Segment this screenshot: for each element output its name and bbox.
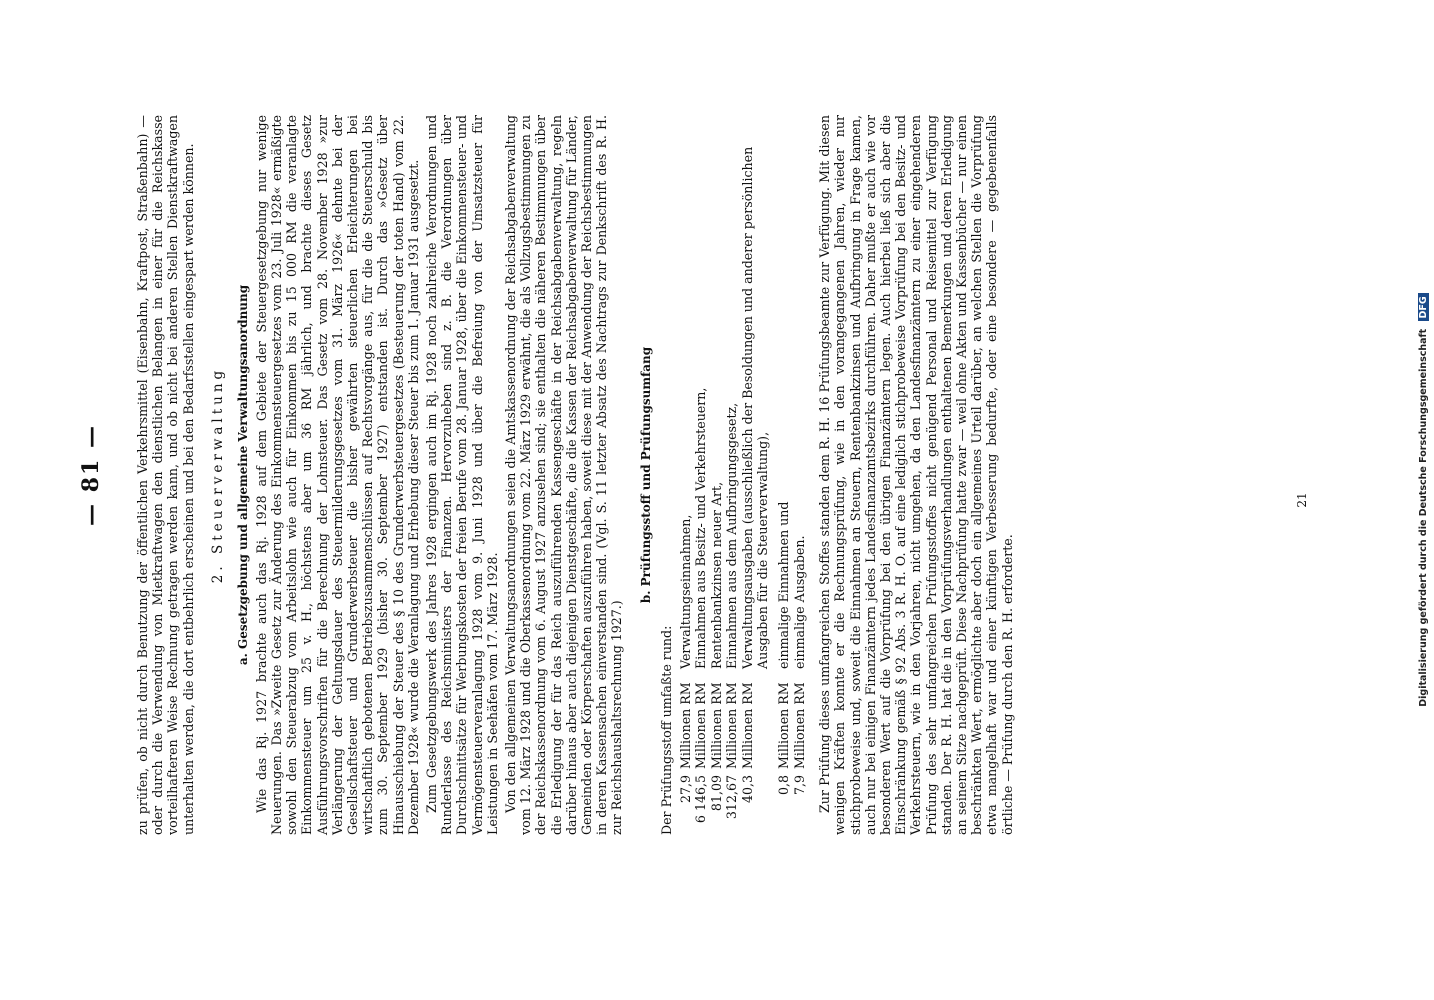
amount: 7,9: [791, 775, 807, 796]
unit: Millionen RM: [693, 682, 709, 769]
digitization-credit: [1418, 0, 1429, 1000]
page-header-number: — 81 —: [78, 424, 104, 526]
item-text: einmalige Ausgaben.: [791, 535, 807, 669]
paragraph: Zum Gesetzgebungswerk des Jahres 1928 ergingen auch im Rj. 1928 noch zahlreiche Verordnungen und Runderlasse des Reichsministers der Finanzen. Hervorzuheben sind z. B. die Verordnungen über Durchschnittsätze für Werbungskosten der freien Berufe vom 28. Januar 1928, über die Einkommensteuer- und Vermögensteuerveranlagung 1928 vom 9. Juni 1928 und über die Befreiung von der Umsatzsteuer für Leistungen in Seehäfen vom 17. März 1928.: [424, 115, 500, 835]
list-item: [678, 115, 693, 835]
text-column: [135, 115, 1018, 835]
closing-paragraph: Zur Prüfung dieses umfangreichen Stoffes standen dem R. H. 16 Prüfungsbeamte zur Verfügung. Mit diesen wenigen Kräften konnte er die Rechnungsprüfung, wie in den vorangegangenen Jahren, wieder nur stichprobeweise und, soweit die Einnahmen an Steuern, Rentenbankzinsen und Aufbringung in Frage kamen, auch nur bei einigen Finanzämtern jedes Landesfinanzamtsbezirks durchführen. Daher mußte er auch wie vor besonderen Wert auf die Vorprüfung bei den übrigen Finanzämtern legen. Auch hierbei ließ sich aber die Einschränkung gemäß § 92 Abs. 3 R. H. O. auf eine lediglich stichprobeweise Vorprüfung bei den Besitz- und Verkehrsteuern, wie in den Vorjahren, nicht umgehen, da den Landesfinanzämtern zu einer eingehenderen Prüfung des sehr umfangreichen Prüfungsstoffes nicht genügend Personal und Reisemittel zur Verfügung standen. Der R. H. hat die in den Vorprüfungsverhandlungen enthaltenen Bemerkungen und deren Erledigung an seinem Sitze nachgeprüft. Diese Nachprüfung hatte zwar — weil ohne Akten und Kassenbücher — nur einen beschränkten Wert, ermöglichte aber doch ein allgemeines Urteil darüber, an welchen Stellen die Vorprüfung etwa mangelhaft war und einer künftigen Verbesserung bedurfte, oder eine besondere — gegebenenfalls örtliche — Prüfung durch den R. H. erforderte.: [817, 115, 1015, 835]
page-footer-number: 21: [1295, 492, 1309, 508]
item-text: Verwaltungsausgaben (ausschließlich der Besoldungen und anderer persönlichen Ausgaben für die Steuerverwaltung),: [739, 146, 770, 669]
list-item: [776, 115, 791, 835]
amount: 81,09: [708, 775, 724, 812]
item-text: Rentenbankzinsen neuer Art,: [708, 481, 724, 669]
unit: Millionen RM: [724, 682, 740, 769]
unit: Millionen RM: [677, 682, 693, 769]
list-item: [740, 115, 771, 835]
item-text: Einnahmen aus Besitz- und Verkehrsteuern,: [693, 387, 709, 669]
amount: 40,3: [739, 775, 755, 804]
unit: Millionen RM: [776, 682, 792, 769]
item-text: einmalige Einnahmen und: [776, 501, 792, 669]
item-text: Verwaltungseinnahmen,: [677, 514, 693, 669]
subsection-b-heading: b. Prüfungsstoff und Prüfungsumfang: [638, 346, 653, 604]
amount: 0,8: [776, 775, 792, 796]
dfg-logo: DFG: [1418, 293, 1429, 321]
list-item: [709, 115, 724, 835]
unit: Millionen RM: [739, 682, 755, 769]
list-item: [792, 115, 807, 835]
paragraph: Von den allgemeinen Verwaltungsanordnungen seien die Amtskassenordnung der Reichsabgabenverwaltung vom 12. März 1928 und die Oberkassenordnung vom 22. März 1929 erwähnt, die als Vollzugsbestimmungen zu der Reichskassenordnung vom 6. August 1927 anzusehen sind; sie enthalten die näheren Bestimmungen über die Erledigung der für das Reich auszuführenden Kassengeschäfte in der Reichsabgabenverwaltung, regeln darüber hinaus aber auch diejenigen Dienstgeschäfte, die die Kassen der Reichsabgabenverwaltung für Länder, Gemeinden oder Körperschaften auszuführen haben, soweit diese mit der Anwendung der Reichsbestimmungen in deren Kassensachen einverstanden sind. (Vgl. S. 11 letzter Absatz des Nachtrags zur Denkschrift des R. H. zur Reichshaushaltsrechnung 1927.): [503, 115, 625, 835]
amount: 312,67: [724, 775, 740, 820]
subsection-a-heading: a. Gesetzgebung und allgemeine Verwaltungsanordnung: [235, 284, 250, 666]
unit: Millionen RM: [708, 682, 724, 769]
paragraph: Wie das Rj. 1927 brachte auch das Rj. 1928 auf dem Gebiete der Steuergesetzgebung nur wenige Neuerungen. Das »Zweite Gesetz zur Änderung des Einkommensteuergesetzes vom 23. Juli 1928« ermäßigte sowohl den Steuerabzug vom Arbeitslohn wie auch für Einkommen bis zu 15 000 RM die veranlagte Einkommensteuer um 25 v. H., höchstens aber um 36 RM jährlich, und brachte dieses Gesetz Ausführungsvorschriften für die Berechnung der Lohnsteuer. Das Gesetz vom 28. November 1928 »zur Verlängerung der Geltungsdauer des Steuermilderungsgesetzes vom 31. März 1926« dehnte bei der Gesellschaftsteuer und Grunderwerbsteuer die bisher gewährten steuerlichen Erleichterungen bei wirtschaftlich gebotenen Betriebszusammenschlüssen auf Rechtsvorgänge aus, für die die Steuerschuld bis zum 30. September 1929 (bisher 30. September 1927) entstanden ist. Durch das »Gesetz über Hinausschiebung der Steuer des § 10 des Grunderwerbsteuergesetzes (Besteuerung der toten Hand) vom 22. Dezember 1928« wurde die Veranlagung und Erhebung dieser Steuer bis zum 1. Januar 1931 ausgesetzt.: [253, 115, 421, 835]
unit: Millionen RM: [791, 682, 807, 769]
list-item: [693, 115, 708, 835]
amount: 6 146,5: [693, 775, 709, 824]
list-intro: Der Prüfungsstoff umfaßte rund:: [658, 625, 674, 835]
credit-text: Digitalisierung gefördert durch die Deutsche Forschungsgemeinschaft: [1418, 328, 1429, 707]
list-item: [724, 115, 739, 835]
item-text: Einnahmen aus dem Aufbringungsgesetz,: [724, 402, 740, 669]
amount: 27,9: [677, 775, 693, 804]
amount-list: [678, 115, 807, 835]
section-title: 2. Steuerverwaltung: [209, 366, 226, 584]
intro-paragraph: zu prüfen, ob nicht durch Benutzung der öffentlichen Verkehrsmittel (Eisenbahn, Kraftpost, Straßenbahn) — oder durch die Verwendung von Mietkraftwagen den dienstlichen Belangen in einer für die Reichskasse vorteilhafteren Weise Rechnung getragen werden kann, und ob nicht bei anderen Stellen Dienstkraftwagen unterhalten werden, die dort entbehrlich erscheinen und bei den Bedarfsstellen eingespart werden können.: [135, 115, 196, 835]
